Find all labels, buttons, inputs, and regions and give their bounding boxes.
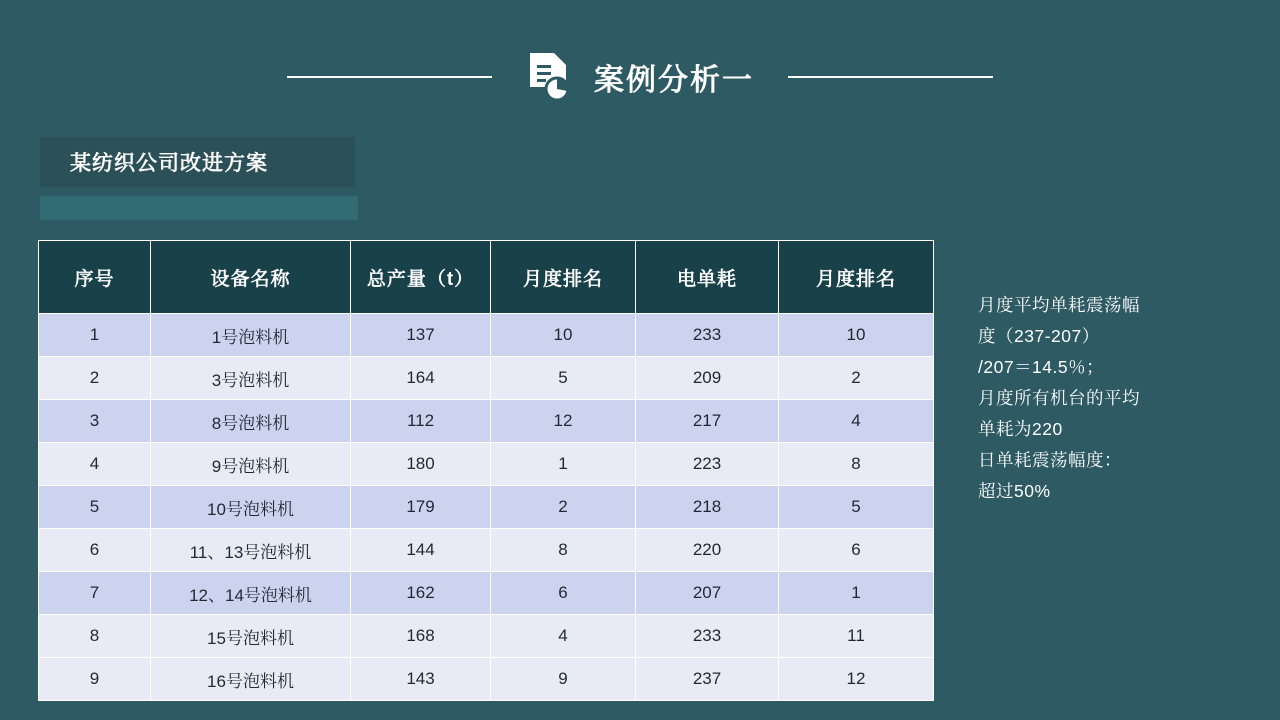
cell-total-output: 137 — [351, 314, 491, 357]
side-note-line: 度（237-207） — [978, 326, 1100, 346]
side-note-line: 月度平均单耗震荡幅 — [978, 295, 1140, 315]
cell-unit-power: 233 — [636, 314, 779, 357]
cell-device-name: 3号泡料机 — [151, 357, 351, 400]
header-divider-right — [788, 76, 993, 78]
cell-monthly-rank-power: 10 — [779, 314, 934, 357]
cell-total-output: 164 — [351, 357, 491, 400]
header-divider-left — [287, 76, 492, 78]
table-header-row — [39, 241, 934, 314]
cell-index: 3 — [39, 400, 151, 443]
section-banner — [40, 137, 355, 187]
side-note-line: 日单耗震荡幅度： — [978, 450, 1122, 470]
cell-total-output: 112 — [351, 400, 491, 443]
cell-device-name: 8号泡料机 — [151, 400, 351, 443]
cell-monthly-rank-power: 8 — [779, 443, 934, 486]
column-header-monthly-rank-output: 月度排名 — [491, 241, 636, 314]
table-row — [39, 357, 934, 400]
table-body — [39, 314, 934, 701]
column-header-total-output: 总产量（t） — [351, 241, 491, 314]
cell-device-name: 11、13号泡料机 — [151, 529, 351, 572]
table-row — [39, 314, 934, 357]
table-row — [39, 572, 934, 615]
cell-device-name: 16号泡料机 — [151, 658, 351, 701]
cell-monthly-rank-power: 2 — [779, 357, 934, 400]
cell-monthly-rank-power: 6 — [779, 529, 934, 572]
cell-monthly-rank-output: 5 — [491, 357, 636, 400]
cell-device-name: 12、14号泡料机 — [151, 572, 351, 615]
cell-unit-power: 220 — [636, 529, 779, 572]
section-banner-label: 某纺织公司改进方案 — [70, 152, 268, 175]
cell-unit-power: 209 — [636, 357, 779, 400]
cell-device-name: 10号泡料机 — [151, 486, 351, 529]
table-row — [39, 615, 934, 658]
table-row — [39, 658, 934, 701]
side-note-line: 超过50% — [978, 481, 1051, 501]
column-header-index: 序号 — [39, 241, 151, 314]
cell-index: 1 — [39, 314, 151, 357]
banner-shadow — [40, 196, 358, 220]
table-header — [39, 241, 934, 314]
cell-device-name: 1号泡料机 — [151, 314, 351, 357]
cell-monthly-rank-power: 12 — [779, 658, 934, 701]
slide-header — [0, 46, 1280, 108]
side-note — [978, 290, 1258, 507]
cell-total-output: 143 — [351, 658, 491, 701]
side-note-line: 月度所有机台的平均 — [978, 388, 1140, 408]
cell-total-output: 168 — [351, 615, 491, 658]
cell-monthly-rank-power: 4 — [779, 400, 934, 443]
table-row — [39, 443, 934, 486]
cell-index: 7 — [39, 572, 151, 615]
cell-monthly-rank-power: 11 — [779, 615, 934, 658]
cell-index: 4 — [39, 443, 151, 486]
table-row — [39, 529, 934, 572]
column-header-monthly-rank-power: 月度排名 — [779, 241, 934, 314]
cell-total-output: 144 — [351, 529, 491, 572]
cell-unit-power: 233 — [636, 615, 779, 658]
column-header-unit-power: 电单耗 — [636, 241, 779, 314]
cell-device-name: 15号泡料机 — [151, 615, 351, 658]
cell-index: 6 — [39, 529, 151, 572]
cell-unit-power: 223 — [636, 443, 779, 486]
cell-monthly-rank-output: 9 — [491, 658, 636, 701]
side-note-line: /207＝14.5％； — [978, 357, 1105, 377]
cell-monthly-rank-output: 10 — [491, 314, 636, 357]
side-note-line: 单耗为220 — [978, 419, 1063, 439]
cell-total-output: 162 — [351, 572, 491, 615]
cell-total-output: 180 — [351, 443, 491, 486]
cell-index: 9 — [39, 658, 151, 701]
cell-monthly-rank-output: 12 — [491, 400, 636, 443]
cell-monthly-rank-output: 6 — [491, 572, 636, 615]
cell-unit-power: 218 — [636, 486, 779, 529]
table-row — [39, 486, 934, 529]
cell-unit-power: 207 — [636, 572, 779, 615]
cell-index: 2 — [39, 357, 151, 400]
cell-index: 5 — [39, 486, 151, 529]
table-row — [39, 400, 934, 443]
cell-unit-power: 237 — [636, 658, 779, 701]
cell-monthly-rank-power: 1 — [779, 572, 934, 615]
column-header-device-name: 设备名称 — [151, 241, 351, 314]
document-report-icon — [526, 51, 570, 103]
cell-monthly-rank-output: 4 — [491, 615, 636, 658]
cell-monthly-rank-output: 8 — [491, 529, 636, 572]
data-table — [38, 240, 934, 701]
cell-unit-power: 217 — [636, 400, 779, 443]
cell-monthly-rank-output: 2 — [491, 486, 636, 529]
cell-device-name: 9号泡料机 — [151, 443, 351, 486]
cell-monthly-rank-power: 5 — [779, 486, 934, 529]
cell-monthly-rank-output: 1 — [491, 443, 636, 486]
cell-total-output: 179 — [351, 486, 491, 529]
page-title: 案例分析一 — [594, 64, 754, 97]
data-table-container — [38, 240, 933, 701]
cell-index: 8 — [39, 615, 151, 658]
